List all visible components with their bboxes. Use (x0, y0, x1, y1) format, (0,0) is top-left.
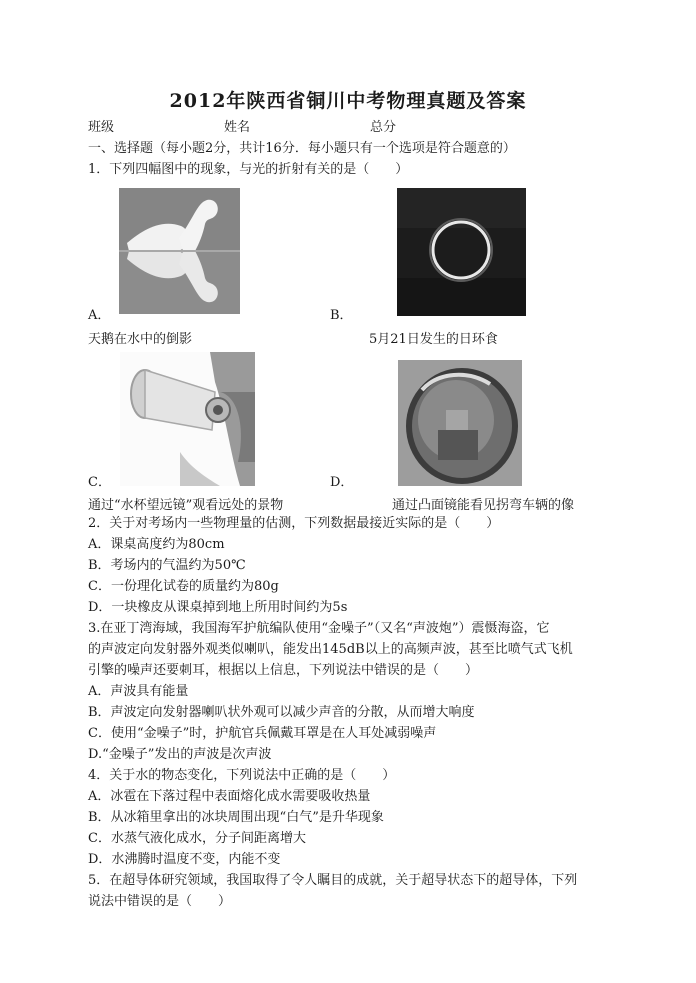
question-2-stem: 2．关于对考场内一些物理量的估测，下列数据最接近实际的是（ ） (88, 516, 500, 531)
question-5-stem-line-2: 说法中错误的是（ ） (88, 894, 232, 909)
question-5-stem-line-1: 5．在超导体研究领域，我国取得了令人瞩目的成就，关于超导状态下的超导体，下列 (88, 873, 578, 888)
eclipse-image (397, 188, 526, 316)
question-3-stem-line-2: 的声波定向发射器外观类似喇叭，能发出145dB以上的高频声波，甚至比喷气式飞机 (88, 642, 573, 657)
q4-option-c: C．水蒸气液化成水，分子间距离增大 (88, 831, 306, 846)
option-b-letter: B． (330, 308, 353, 323)
q4-option-a: A．冰雹在下落过程中表面熔化成水需要吸收热量 (88, 789, 371, 804)
q3-option-b: B．声波定向发射器喇叭状外观可以减少声音的分散，从而增大响度 (88, 705, 475, 720)
question-3-stem-line-3: 引擎的噪声还要刺耳，根据以上信息，下列说法中错误的是（ ） (88, 663, 479, 678)
option-a-letter: A． (88, 308, 111, 323)
q2-option-a: A．课桌高度约为80cm (88, 537, 225, 552)
option-d-letter: D． (330, 475, 354, 490)
score-label: 总分 (370, 120, 397, 135)
section-heading: 一、选择题（每小题2分，共计16分．每小题只有一个选项是符合题意的） (88, 141, 516, 156)
header-line (88, 119, 397, 137)
convex-mirror-image (398, 360, 522, 486)
q3-option-d: D.“金噪子”发出的声波是次声波 (88, 747, 272, 762)
name-label: 姓名 (224, 120, 251, 135)
option-d-caption: 通过凸面镜能看见拐弯车辆的像 (392, 498, 575, 513)
q3-option-a: A．声波具有能量 (88, 684, 189, 699)
swan-reflection-image (119, 188, 240, 314)
option-b-caption: 5月21日发生的日环食 (369, 332, 498, 347)
q2-option-c: C．一份理化试卷的质量约为80g (88, 579, 279, 594)
q4-option-d: D．水沸腾时温度不变，内能不变 (88, 852, 281, 867)
water-cup-telescope-image (120, 352, 255, 486)
question-3-stem-line-1: 3.在亚丁湾海域，我国海军护航编队使用“金噪子”（又名“声波炮”）震慑海盗，它 (88, 621, 550, 636)
q2-option-b: B．考场内的气温约为50℃ (88, 558, 246, 573)
q2-option-d: D．一块橡皮从课桌掉到地上所用时间约为5s (88, 600, 348, 615)
q3-option-c: C．使用“金噪子”时，护航官兵佩戴耳罩是在人耳处减弱噪声 (88, 726, 437, 741)
question-4-stem: 4．关于水的物态变化，下列说法中正确的是（ ） (88, 768, 396, 783)
class-label: 班级 (88, 120, 115, 135)
q4-option-b: B．从冰箱里拿出的冰块周围出现“白气”是升华现象 (88, 810, 384, 825)
page-title: 2012年陕西省铜川中考物理真题及答案 (169, 90, 527, 112)
option-c-letter: C． (88, 475, 111, 490)
question-1-stem: 1．下列四幅图中的现象，与光的折射有关的是（ ） (88, 162, 409, 177)
option-c-caption: 通过“水杯望远镜”观看远处的景物 (88, 498, 284, 513)
option-a-caption: 天鹅在水中的倒影 (88, 332, 193, 347)
